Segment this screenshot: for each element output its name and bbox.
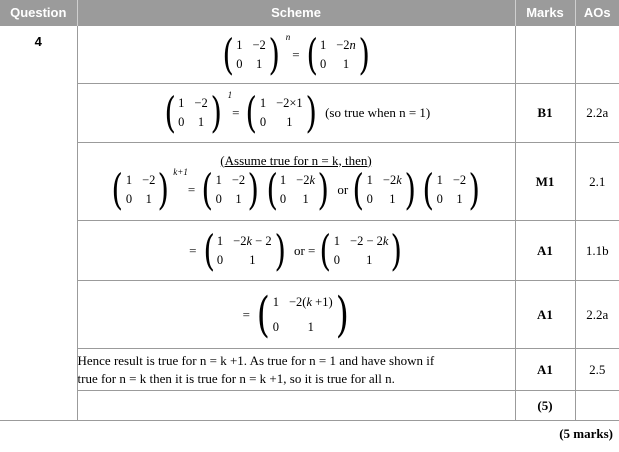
matrix: ( 1 −2 0 1 ) k+1 bbox=[111, 164, 188, 214]
conclusion-line-2: true for n = k then it is true for n = k +1, so it is true for all n. bbox=[77, 370, 395, 386]
scheme-conclusion bbox=[77, 349, 515, 391]
base-case-note: (so true when n = 1) bbox=[325, 105, 431, 120]
header-row bbox=[0, 0, 619, 26]
matrix: ( 1 −2(k +1) 0 1 ) bbox=[256, 286, 349, 343]
ao-cell: 2.2a bbox=[575, 281, 619, 349]
scheme-simplified: = ( 1 −2(k +1) 0 1 ) bbox=[77, 281, 515, 349]
question-number: 4 bbox=[0, 26, 77, 421]
ao-cell: 2.1 bbox=[575, 143, 619, 221]
marks-cell: M1 bbox=[515, 143, 575, 221]
marks-cell: B1 bbox=[515, 84, 575, 143]
matrix: ( 1 −2 0 1 ) bbox=[201, 164, 260, 214]
total-marks: (5 marks) bbox=[559, 426, 613, 441]
marks-cell: A1 bbox=[515, 349, 575, 391]
scheme-inductive-step: (Assume true for n = k, then) ( 1 −2 0 1 ) k+1 = ( 1 −2 0 1 ) ( 1 −2k 0 1 ) or ( 1 −2k 0 1 ) ( 1 −2 0 1 ) bbox=[77, 143, 515, 221]
matrix: ( 1 −2 0 1 ) 1 bbox=[164, 88, 233, 137]
matrix: ( 1 −2k − 2 0 1 ) bbox=[202, 225, 286, 275]
marks-cell: A1 bbox=[515, 281, 575, 349]
matrix: ( 1 −2k 0 1 ) bbox=[352, 164, 416, 214]
or-text: or bbox=[337, 181, 349, 197]
total-row bbox=[0, 421, 619, 448]
assume-text: (Assume true for n = k, then) bbox=[220, 152, 372, 168]
matrix: ( 1 −2×1 0 1 ) bbox=[245, 88, 317, 137]
table-row bbox=[0, 84, 619, 143]
scheme-statement: ( 1 −2 0 1 ) n = ( 1 −2n 0 1 ) bbox=[77, 26, 515, 84]
matrix: ( 1 −2n 0 1 ) bbox=[306, 29, 370, 79]
matrix: ( 1 −2 0 1 ) n bbox=[222, 29, 291, 79]
scheme-blank bbox=[77, 391, 515, 421]
header-aos: AOs bbox=[575, 0, 619, 26]
table-row bbox=[0, 349, 619, 391]
header-marks: Marks bbox=[515, 0, 575, 26]
table-row bbox=[0, 143, 619, 221]
matrix: ( 1 −2 0 1 ) bbox=[422, 164, 481, 214]
ao-cell bbox=[575, 26, 619, 84]
table-row bbox=[0, 221, 619, 281]
header-scheme: Scheme bbox=[77, 0, 515, 26]
or-text: or = bbox=[293, 242, 316, 258]
ao-cell: 2.5 bbox=[575, 349, 619, 391]
scheme-base-case: ( 1 −2 0 1 ) 1 = ( 1 −2×1 0 1 ) (so true when n = 1) bbox=[77, 84, 515, 143]
marks-cell: A1 bbox=[515, 221, 575, 281]
table-row bbox=[0, 391, 619, 421]
ao-cell: 1.1b bbox=[575, 221, 619, 281]
marks-subtotal: (5) bbox=[515, 391, 575, 421]
matrix: ( 1 −2k 0 1 ) bbox=[265, 164, 329, 214]
ao-cell: 2.2a bbox=[575, 84, 619, 143]
header-question: Question bbox=[0, 0, 77, 26]
table-row bbox=[0, 281, 619, 349]
table-row bbox=[0, 26, 619, 84]
ao-cell bbox=[575, 391, 619, 421]
conclusion-line-1: Hence result is true for n = k +1. As true for n = 1 and have shown if bbox=[77, 352, 435, 368]
marks-cell bbox=[515, 26, 575, 84]
matrix: ( 1 −2 − 2k 0 1 ) bbox=[319, 225, 403, 275]
scheme-product: = ( 1 −2k − 2 0 1 ) or = ( 1 −2 − 2k 0 1 ) bbox=[77, 221, 515, 281]
